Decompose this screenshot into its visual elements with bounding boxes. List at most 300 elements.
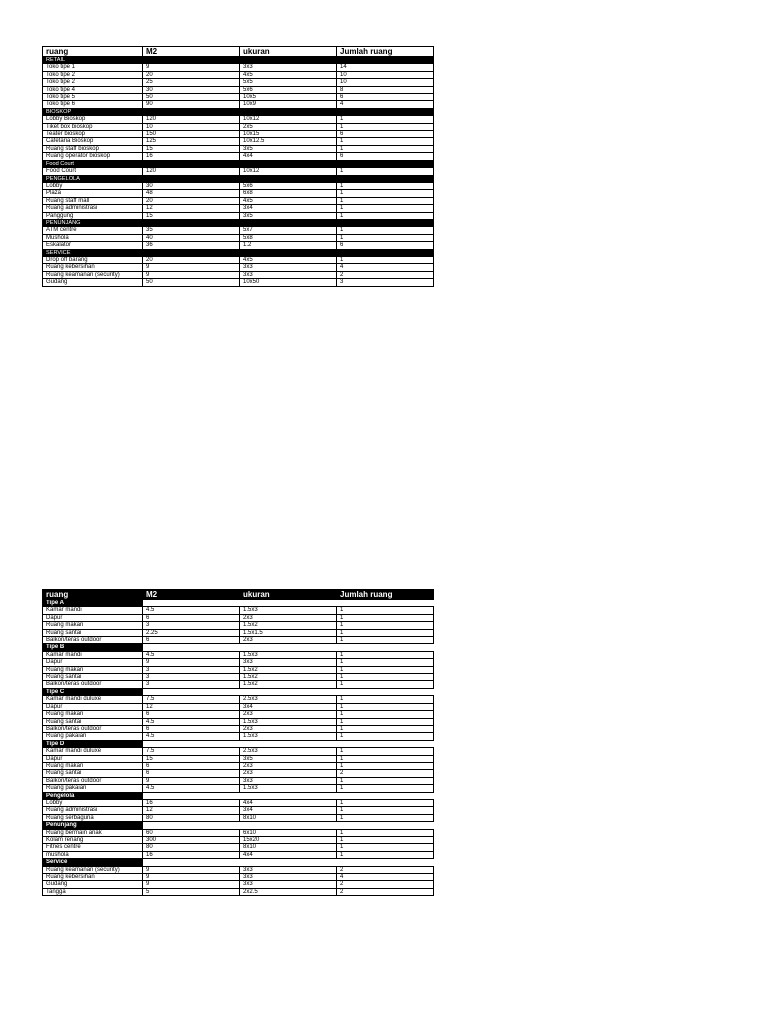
table-row [43,271,434,278]
table-cell: Tangga [43,888,143,895]
table-row [43,256,434,263]
table-cell: 1 [337,829,434,836]
table-cell: Food Court [43,168,143,175]
table-cell: 6 [337,94,434,101]
table-cell: 2.5x3 [240,748,337,755]
table-cell: 1 [337,123,434,130]
table-row [43,718,434,725]
table-cell: 1.5x3 [240,733,337,740]
table-row [43,153,434,160]
section-blank [143,600,434,607]
table-cell: 10x12.5 [240,138,337,145]
table-cell: Lobby [43,182,143,189]
table-cell: 6x10 [240,829,337,836]
table-row [43,190,434,197]
table-cell: Cafetaria Bioskop [43,138,143,145]
table-cell: 48 [143,190,240,197]
section-title: Tipe A [43,600,143,607]
table-cell: 1 [337,762,434,769]
section-row [43,57,434,64]
table-cell: 5 [143,888,240,895]
section-title: Service [43,859,143,866]
table-cell: 7.5 [143,748,240,755]
table-cell: 1 [337,696,434,703]
table-cell: 3x3 [240,659,337,666]
table-cell: 4.5 [143,785,240,792]
table-cell: Ruang staff bioskop [43,145,143,152]
table-cell: Balkon/teras outdoor [43,725,143,732]
table-cell: 9 [143,64,240,71]
table-cell: 2 [337,770,434,777]
table-cell: 5x6 [240,182,337,189]
table-cell: 60 [143,829,240,836]
table-row [43,607,434,614]
table-row [43,733,434,740]
table-cell: Balkon/teras outdoor [43,777,143,784]
table-row [43,748,434,755]
table-row [43,696,434,703]
table-cell: 40 [143,234,240,241]
column-header: M2 [143,47,240,57]
table-cell: 1 [337,182,434,189]
table-cell: 9 [143,777,240,784]
table-row [43,79,434,86]
table-row [43,770,434,777]
table-cell: Ruang bermain anak [43,829,143,836]
retail-space-table [42,46,434,287]
table-cell: Ruang santai [43,629,143,636]
table-cell: Toko tipe 4 [43,86,143,93]
table-cell: 25 [143,79,240,86]
section-row [43,822,434,829]
table-cell: 15 [143,145,240,152]
table-cell: 1 [337,748,434,755]
table-cell: 2 [337,881,434,888]
table-cell: 12 [143,205,240,212]
header-row [43,47,434,57]
table-row [43,851,434,858]
section-title: Tipe B [43,644,143,651]
table-cell: 4.5 [143,718,240,725]
table-cell: 1 [337,227,434,234]
table-cell: 36 [143,242,240,249]
table-cell: 6 [143,637,240,644]
table-row [43,629,434,636]
table-cell: 2x2.5 [240,888,337,895]
table-cell: mushola [43,851,143,858]
table-cell: 10x50 [240,279,337,286]
table-cell: 8x10 [240,814,337,821]
table-cell: 16 [143,851,240,858]
table-row [43,138,434,145]
table-cell: 4.5 [143,607,240,614]
table-cell: 30 [143,86,240,93]
table-cell: 3x3 [240,874,337,881]
table-cell: Lobby Bioskop [43,116,143,123]
section-blank [143,740,434,747]
column-header: Jumlah ruang [337,590,434,600]
table-cell: 1 [337,168,434,175]
section-title: PENGELOLA [43,175,434,182]
table-cell: 1 [337,755,434,762]
table-cell: 1 [337,629,434,636]
table-cell: 6 [143,614,240,621]
table-cell: 9 [143,271,240,278]
table-cell: 1 [337,212,434,219]
table-cell: 2x3 [240,614,337,621]
table-row [43,205,434,212]
table-row [43,101,434,108]
table-cell: 1 [337,145,434,152]
table-cell: 10 [337,79,434,86]
header-row [43,590,434,600]
table-cell: 6 [337,131,434,138]
table-cell: Ruang kebersihan [43,874,143,881]
table-row [43,725,434,732]
table-cell: 6 [143,770,240,777]
table-row [43,874,434,881]
table-cell: 5x6 [240,86,337,93]
table-cell: 2x3 [240,637,337,644]
table-cell: 2 [337,866,434,873]
table-cell: Gudang [43,881,143,888]
table-cell: 3x4 [240,205,337,212]
table-cell: 2.5x3 [240,696,337,703]
table-cell: 4x4 [240,799,337,806]
table-cell: 1.5x3 [240,718,337,725]
table-row [43,145,434,152]
table-cell: 1 [337,711,434,718]
table-cell: 6 [143,725,240,732]
table-cell: 9 [143,659,240,666]
table-cell: Ruang santai [43,674,143,681]
section-row [43,249,434,256]
table-cell: 4 [337,874,434,881]
table-cell: 6 [143,711,240,718]
table-cell: 1.5x2 [240,674,337,681]
table-cell: 120 [143,116,240,123]
table-cell: 4 [337,264,434,271]
table-cell: 1 [337,681,434,688]
table-cell: Fitnes centre [43,844,143,851]
table-cell: 1 [337,666,434,673]
table-cell: 4x5 [240,197,337,204]
table-cell: 50 [143,94,240,101]
section-title: Food Court [43,160,434,167]
column-header: M2 [143,590,240,600]
table-cell: 7.5 [143,696,240,703]
table-cell: Panggung [43,212,143,219]
table-cell: 6 [143,762,240,769]
table-cell: 1 [337,205,434,212]
table-cell: 15 [143,212,240,219]
table-cell: 80 [143,844,240,851]
section-row [43,160,434,167]
table-cell: 1.5x1.5 [240,629,337,636]
table-cell: 3x3 [240,777,337,784]
table-cell: 90 [143,101,240,108]
table-cell: Ruang makan [43,666,143,673]
table-cell: Ruang makan [43,622,143,629]
section-row [43,740,434,747]
table-cell: 15x20 [240,837,337,844]
section-blank [143,644,434,651]
table-cell: 3x5 [240,755,337,762]
table-cell: 1 [337,844,434,851]
section-title: BIOSKOP [43,108,434,115]
table-cell: Tiket box bioskop [43,123,143,130]
section-row [43,219,434,226]
table-row [43,888,434,895]
table-cell: 1 [337,814,434,821]
section-title: Penunjang [43,822,143,829]
table-cell: Toko tipe 1 [43,64,143,71]
table-row [43,866,434,873]
table-cell: 9 [143,264,240,271]
table-cell: 1 [337,777,434,784]
table-cell: 1 [337,197,434,204]
table-cell: 4.5 [143,651,240,658]
table-cell: 1 [337,837,434,844]
table-cell: 3x3 [240,881,337,888]
section-title: Pengelola [43,792,143,799]
table-cell: 6x8 [240,190,337,197]
table-cell: 1 [337,659,434,666]
table-row [43,829,434,836]
table-cell: Ruang administrasi [43,205,143,212]
table-row [43,651,434,658]
table-cell: 3x4 [240,703,337,710]
table-row [43,227,434,234]
table-cell: 3x3 [240,264,337,271]
table-cell: Dapur [43,755,143,762]
table-cell: Plaza [43,190,143,197]
table-cell: 2 [337,271,434,278]
table-cell: 300 [143,837,240,844]
table-row [43,814,434,821]
section-row [43,600,434,607]
section-title: SERVICE [43,249,434,256]
table-cell: 1 [337,637,434,644]
table-cell: 15 [143,755,240,762]
table-cell: 2.25 [143,629,240,636]
table-cell: 1.5x2 [240,681,337,688]
table-cell: 4x5 [240,256,337,263]
table-cell: Kolam renang [43,837,143,844]
table-cell: Ruang serbaguna [43,814,143,821]
section-title: Tipe D [43,740,143,747]
table-cell: 1 [337,674,434,681]
apartment-space-table-body [43,590,434,896]
table-cell: 20 [143,71,240,78]
table-cell: 1 [337,116,434,123]
section-row [43,688,434,695]
table-cell: 14 [337,64,434,71]
table-cell: 4x5 [240,71,337,78]
table-cell: 5x8 [240,234,337,241]
table-cell: 1 [337,799,434,806]
table-cell: Ruang santai [43,718,143,725]
table-cell: 1.5x3 [240,607,337,614]
table-cell: 50 [143,279,240,286]
table-cell: Ruang operator bioskop [43,153,143,160]
table-row [43,234,434,241]
table-cell: Mushola [43,234,143,241]
table-cell: 1 [337,614,434,621]
table-cell: 3x3 [240,271,337,278]
section-blank [143,688,434,695]
table-row [43,666,434,673]
section-row [43,108,434,115]
table-cell: 10x9 [240,101,337,108]
table-cell: 1 [337,622,434,629]
table-cell: Kamar mandi [43,607,143,614]
retail-space-table-body [43,47,434,287]
table-cell: 4x4 [240,153,337,160]
table-cell: 12 [143,703,240,710]
table-row [43,212,434,219]
table-cell: Ruang staff mall [43,197,143,204]
table-cell: 9 [143,874,240,881]
section-title: PENUNJANG [43,219,434,226]
table-cell: 8x10 [240,844,337,851]
table-cell: 5x5 [240,79,337,86]
table-row [43,777,434,784]
table-row [43,637,434,644]
section-blank [143,859,434,866]
section-row [43,175,434,182]
table-row [43,614,434,621]
section-row [43,644,434,651]
section-blank [143,792,434,799]
table-row [43,755,434,762]
table-cell: 3x4 [240,807,337,814]
table-cell: 1 [337,651,434,658]
table-cell: Toko tipe 2 [43,79,143,86]
column-header: ruang [43,47,143,57]
table-cell: 1 [337,607,434,614]
table-row [43,116,434,123]
table-cell: 2x3 [240,711,337,718]
table-cell: 4x4 [240,851,337,858]
table-row [43,71,434,78]
table-row [43,785,434,792]
table-cell: 10x12 [240,168,337,175]
table-cell: 1.2 [240,242,337,249]
table-row [43,674,434,681]
table-row [43,762,434,769]
table-cell: 1 [337,851,434,858]
table-cell: 1.5x3 [240,785,337,792]
table-row [43,837,434,844]
table-cell: 1 [337,718,434,725]
table-cell: Ruang pakaian [43,785,143,792]
table-cell: Balkon/teras outdoor [43,637,143,644]
table-cell: 2 [337,888,434,895]
table-row [43,844,434,851]
table-row [43,799,434,806]
table-cell: 9 [143,881,240,888]
table-cell: 5x7 [240,227,337,234]
table-row [43,131,434,138]
table-cell: 4.5 [143,733,240,740]
table-cell: 3x3 [240,64,337,71]
table-row [43,681,434,688]
apartment-space-table [42,589,434,896]
table-cell: 6 [337,153,434,160]
table-cell: 20 [143,256,240,263]
table-cell: 125 [143,138,240,145]
table-cell: 3 [143,674,240,681]
table-row [43,86,434,93]
table-cell: 30 [143,182,240,189]
table-cell: 1 [337,807,434,814]
table-cell: 2x3 [240,762,337,769]
table-row [43,807,434,814]
table-row [43,711,434,718]
table-cell: 1 [337,733,434,740]
table-cell: ATM centre [43,227,143,234]
table-cell: 150 [143,131,240,138]
table-row [43,168,434,175]
table-cell: 1 [337,725,434,732]
table-cell: 16 [143,153,240,160]
table-cell: Toko tipe 2 [43,71,143,78]
table-cell: Dapur [43,703,143,710]
table-cell: Lobby [43,799,143,806]
table-cell: 4 [337,101,434,108]
table-cell: Teater bioskop [43,131,143,138]
table-cell: Toko tipe 6 [43,101,143,108]
table-cell: 80 [143,814,240,821]
table-row [43,279,434,286]
section-blank [143,822,434,829]
table-cell: Balkon/teras outdoor [43,681,143,688]
table-cell: 2x5 [240,123,337,130]
section-row [43,859,434,866]
column-header: Jumlah ruang [337,47,434,57]
table-cell: 16 [143,799,240,806]
table-cell: 3x5 [240,145,337,152]
table-cell: 6 [337,242,434,249]
table-cell: 1 [337,256,434,263]
table-cell: Kamar mandi duluxe [43,696,143,703]
table-cell: 1 [337,190,434,197]
table-row [43,881,434,888]
table-cell: 3x5 [240,212,337,219]
table-cell: 10x15 [240,131,337,138]
table-row [43,123,434,130]
table-cell: Toko tipe 5 [43,94,143,101]
table-cell: 1.5x2 [240,666,337,673]
table-cell: 1.5x3 [240,651,337,658]
table-row [43,703,434,710]
table-cell: 9 [143,866,240,873]
column-header: ruang [43,590,143,600]
table-cell: Ruang keamanan (security) [43,866,143,873]
table-cell: 3x3 [240,866,337,873]
table-cell: Dapur [43,614,143,621]
table-cell: Eskalator [43,242,143,249]
table-cell: Ruang makan [43,711,143,718]
table-cell: 10 [337,71,434,78]
table-cell: 1 [337,234,434,241]
table-cell: Kamar mandi duluxe [43,748,143,755]
table-cell: Ruang keamanan (security) [43,271,143,278]
column-header: ukuran [240,590,337,600]
table-cell: 35 [143,227,240,234]
table-cell: 1 [337,785,434,792]
